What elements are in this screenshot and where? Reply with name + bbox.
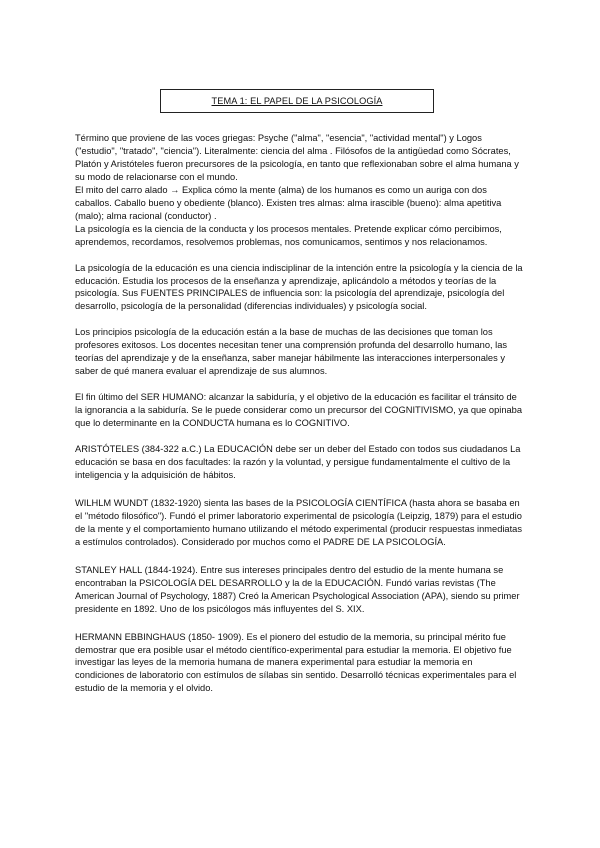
document-body (75, 132, 523, 695)
paragraph-human-goal: El fin último del SER HUMANO: alcanzar la sabiduría, y el objetivo de la educación es facilitar el tránsito de la ignorancia a la sabiduría. Se le puede considerar como un precursor del COGNITIVISMO, ya que opinaba que lo determinante en la CONDUCTA humana es lo COGNITIVO. (75, 392, 523, 429)
paragraph-aristotle: ARISTÓTELES (384-322 a.C.) La EDUCACIÓN debe ser un deber del Estado con todos sus ciudadanos La educación se basa en dos facultades: la razón y la voluntad, y persigue fundamentalmente el cultivo de la inteligencia y la adquisición de hábitos. (75, 444, 521, 480)
paragraph-stanley-hall: STANLEY HALL (1844-1924). Entre sus intereses principales dentro del estudio de la mente humana se encontraban la PSICOLOGÍA DEL DESARROLLO y la de la EDUCACIÓN. Fundó varias revistas (The American Journal of Psychology, 1887) Creó la American Psychological Association (APA), siendo su primer presidente en 1892. Uno de los psicólogos más influyentes del S. XIX. (75, 564, 520, 614)
paragraph-ebbinghaus: HERMANN EBBINGHAUS (1850- 1909). Es el pionero del estudio de la memoria, su principal mérito fue demostrar que era posible usar el método científico-experimental para estudiar la memoria. El objetivo fue investigar las leyes de la memoria humana de manera experimental para estudiar la memoria en condiciones de laboratorio con estímulos de sílabas sin sentido. Desarrolló técnicas experimentales para el estudio de la memoria y el olvido. (75, 631, 517, 694)
page-title: TEMA 1: EL PAPEL DE LA PSICOLOGÍA (211, 96, 383, 106)
paragraph-etymology: Término que proviene de las voces griegas: Psyche ("alma", "esencia", "actividad mental") y Logos ("estudio", "tratado", "ciencia"). Literalmente: ciencia del alma . Filósofos de la antigüedad como Sócrates, Platón y Aristóteles fueron precursores de la psicología, en tanto que reflexionaban sobre el alma humana y su modo de relacionarse con el mundo. (75, 133, 519, 182)
paragraph-wundt: WILHLM WUNDT (1832-1920) sienta las bases de la PSICOLOGÍA CIENTÍFICA (hasta ahora se basaba en el "método filosófico"). Fundó el primer laboratorio experimental de psicología (Leipzig, 1879) para el estudio de la mente y el comportamiento humano utilizando el método experimental (producir respuestas inmediatas a estímulos controlados). Considerado por muchos como el PADRE DE LA PSICOLOGÍA. (75, 497, 523, 547)
paragraph-principles: Los principios psicología de la educación están a la base de muchas de las decisiones que toman los profesores exitosos. Los docentes necesitan tener una comprensión profunda del desarrollo humano, las teorías del aprendizaje y de la enseñanza, saber manejar hábilmente las interacciones interpersonales y saber de qué manera evaluar el aprendizaje de sus alumnos. (75, 327, 508, 377)
paragraph-winged-chariot: El mito del carro alado → Explica cómo la mente (alma) de los humanos es como un auriga con dos caballos. Caballo bueno y obediente (blanco). Existen tres almas: alma irascible (bueno): alma apetitiva (malo); alma racional (conductor) . (75, 184, 502, 221)
paragraph-educational-psychology: La psicología de la educación es una ciencia indisciplinar de la intención entre la psicología y la ciencia de la educación. Estudia los procesos de la enseñanza y aprendizaje, aplicándolo a métodos y teorías de la psicología. Sus FUENTES PRINCIPALES de influencia son: la psicología del aprendizaje, psicología del desarrollo, psicología de la personalidad (diferencias individuales) y psicología social. (75, 262, 523, 312)
paragraph-psychology-definition: La psicología es la ciencia de la conducta y los procesos mentales. Pretende explicar cómo percibimos, aprendemos, recordamos, resolvemos problemas, nos comunicamos, sentimos y nos relacionamos. (75, 223, 502, 247)
title-box (160, 89, 434, 113)
